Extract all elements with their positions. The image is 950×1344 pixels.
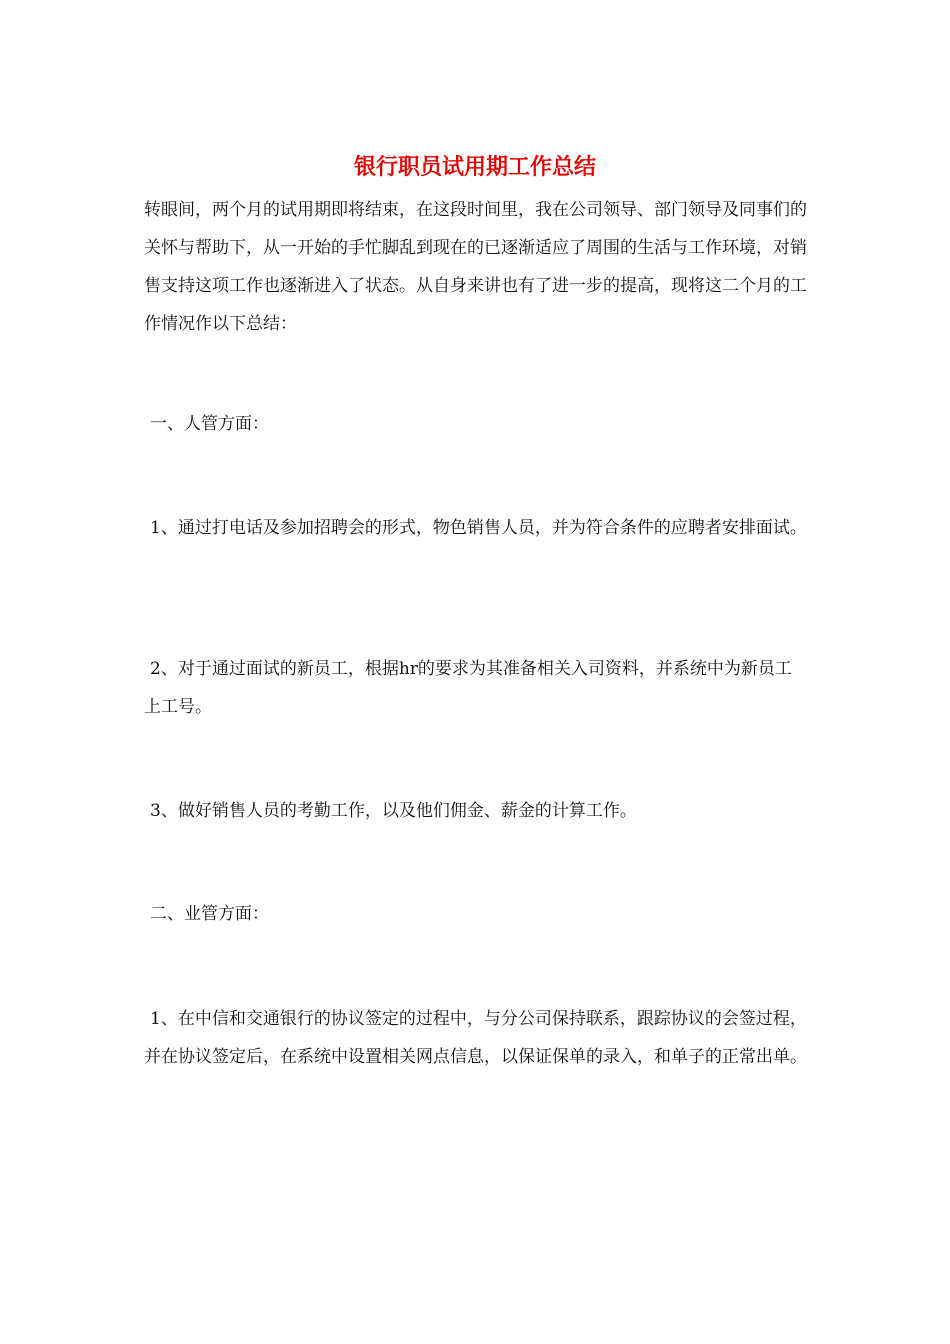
section-heading-business: 二、业管方面： [150,904,269,924]
section-heading-personnel: 一、人管方面： [150,414,269,434]
document-title: 银行职员试用期工作总结 [353,155,596,180]
personnel-item-1: 1、通过打电话及参加招聘会的形式，物色销售人员，并为符合条件的应聘者安排面试。 [150,518,807,538]
intro-paragraph: 转眼间，两个月的试用期即将结束，在这段时间里，我在公司领导、部门领导及同事们的关怀与帮助下，从一开始的手忙脚乱到现在的已逐渐适应了周围的生活与工作环境，对销售支持这项工作也逐渐进入了状态。从自身来讲也有了进一步的提高，现将这二个月的工作情况作以下总结： [144,200,807,334]
personnel-item-3: 3、做好销售人员的考勤工作，以及他们佣金、薪金的计算工作。 [150,801,637,821]
personnel-item-2: 2、对于通过面试的新员工，根据hr的要求为其准备相关入司资料，并系统中为新员工上工号。 [144,659,792,717]
business-item-1: 1、在中信和交通银行的协议签定的过程中，与分公司保持联系，跟踪协议的会签过程，并在协议签定后，在系统中设置相关网点信息，以保证保单的录入，和单子的正常出单。 [144,1009,807,1067]
